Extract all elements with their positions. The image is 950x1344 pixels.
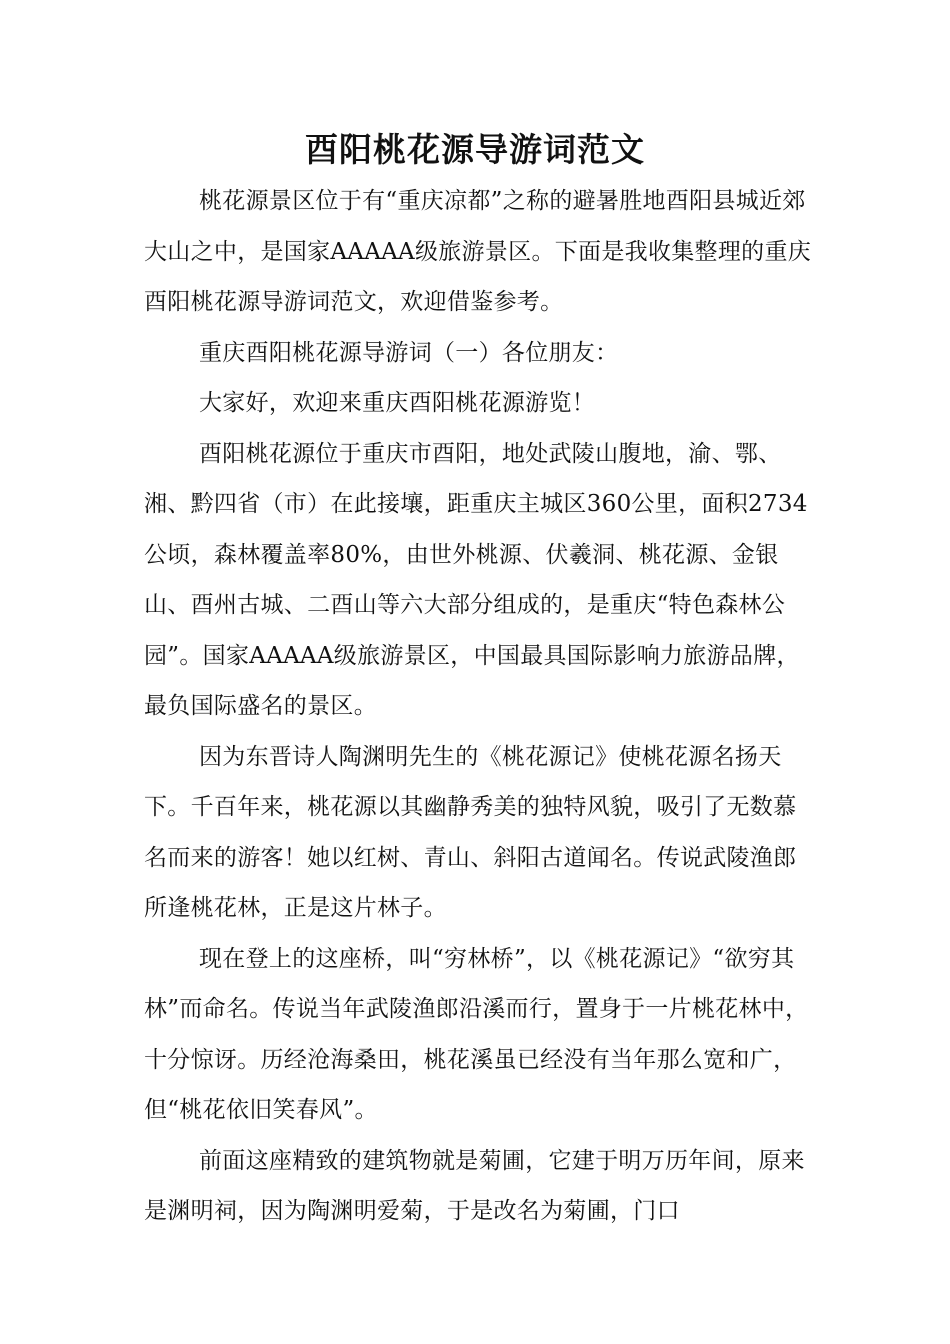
- paragraph-greeting: 大家好，欢迎来重庆酉阳桃花源游览！: [199, 390, 596, 416]
- paragraph-location: 酉阳桃花源位于重庆市酉阳，地处武陵山腹地，渝、鄂、湘、黔四省（市）在此接壤，距重庆主城区360公里，面积2734公顷，森林覆盖率80%，由世外桃源、伏羲洞、桃花源、金银山、酉州古城、二酉山等六大部分组成的，是重庆“特色森林公园”。国家AAAAA级旅游景区，中国最具国际影响力旅游品牌，最负国际盛名的景区。: [144, 440, 808, 719]
- document-title: 酉阳桃花源导游词范文: [305, 130, 645, 169]
- document-body: [144, 176, 812, 1237]
- paragraph-juputhe: 前面这座精致的建筑物就是菊圃，它建于明万历年间，原来是渊明祠，因为陶渊明爱菊，于是改名为菊圃，门口: [144, 1147, 805, 1224]
- paragraph-intro: 桃花源景区位于有“重庆凉都”之称的避暑胜地酉阳县城近郊大山之中，是国家AAAAA级旅游景区。下面是我收集整理的重庆酉阳桃花源导游词范文，欢迎借鉴参考。: [144, 188, 812, 315]
- paragraph-bridge: 现在登上的这座桥，叫“穷林桥”，以《桃花源记》“欲穷其林”而命名。传说当年武陵渔郎沿溪而行，置身于一片桃花林中，十分惊讶。历经沧海桑田，桃花溪虽已经没有当年那么宽和广，但“桃花依旧笑春风”。: [144, 945, 809, 1123]
- paragraph-history: 因为东晋诗人陶渊明先生的《桃花源记》使桃花源名扬天下。千百年来，桃花源以其幽静秀美的独特风貌，吸引了无数慕名而来的游客！她以红树、青山、斜阳古道闻名。传说武陵渔郎所逢桃花林，正是这片林子。: [144, 743, 797, 921]
- paragraph-guide-heading: 重庆酉阳桃花源导游词（一）各位朋友：: [199, 339, 619, 366]
